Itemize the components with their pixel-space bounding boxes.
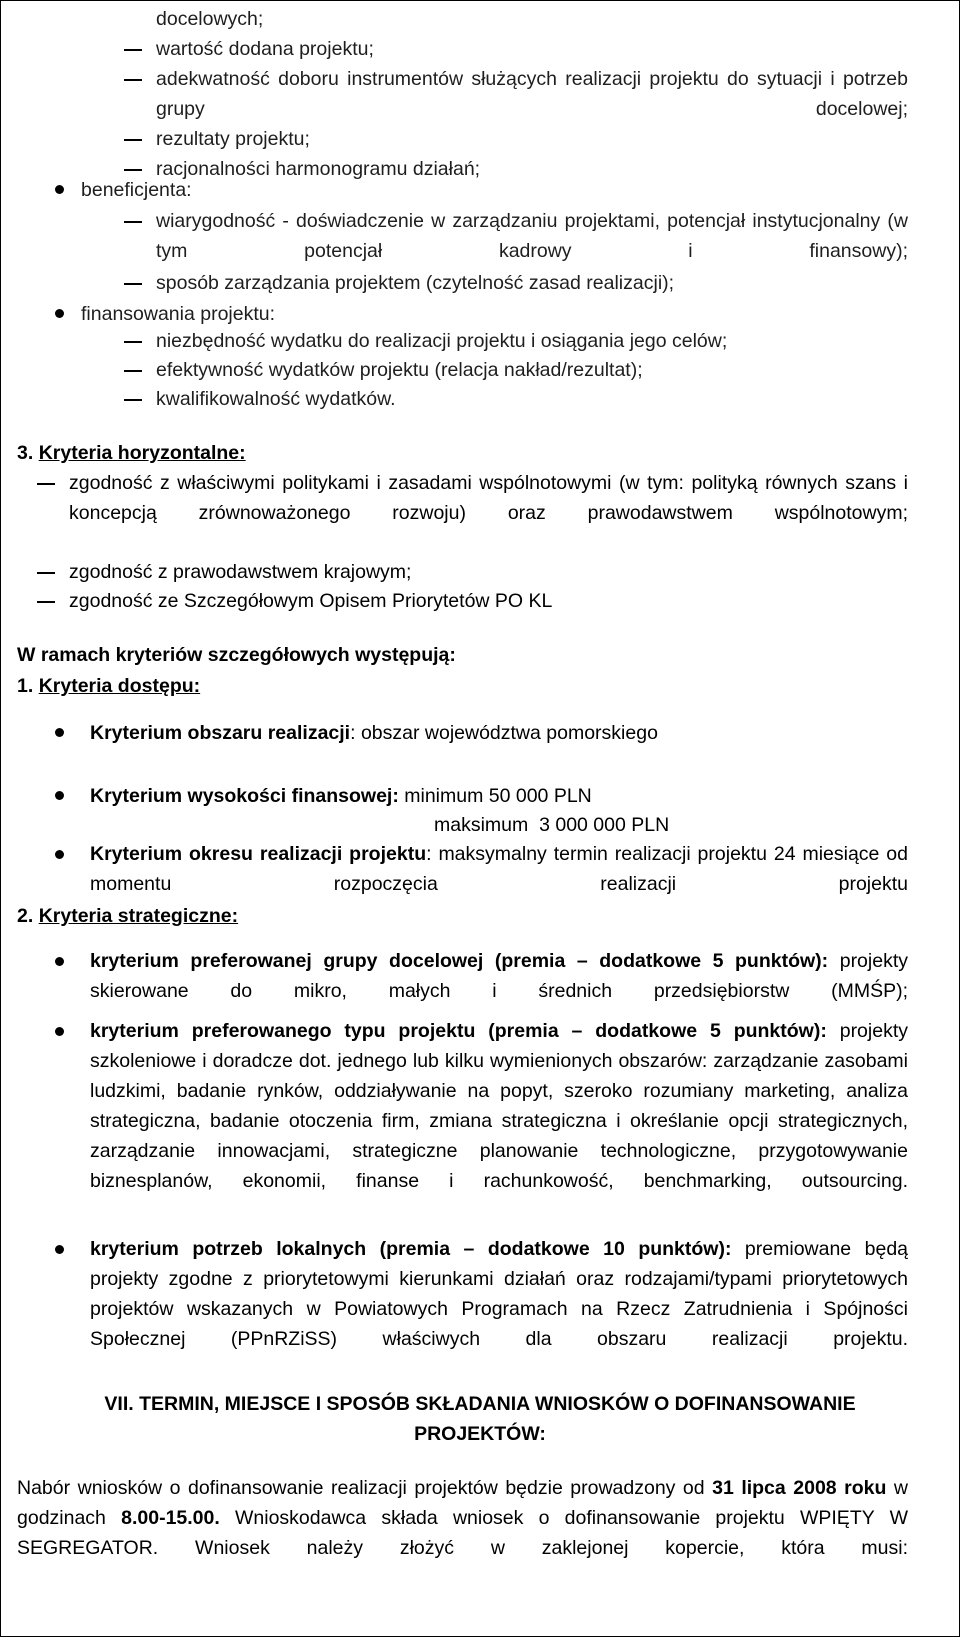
dash-marker bbox=[124, 49, 142, 51]
section-number: 1. bbox=[17, 675, 34, 697]
dash-marker bbox=[124, 139, 142, 141]
section-heading bbox=[17, 901, 238, 931]
dash-marker bbox=[37, 601, 55, 603]
dash-marker bbox=[124, 169, 142, 171]
dash-marker bbox=[124, 399, 142, 401]
bullet-icon bbox=[55, 1245, 64, 1254]
paragraph-text: Wnioskodawca składa wniosek o dofinansowanie projektu WPIĘTY W SEGREGATOR. Wniosek należy złożyć w zaklejonej kopercie, która musi: bbox=[17, 1507, 908, 1559]
strategic-criterion bbox=[90, 946, 908, 1006]
list-item: efektywność wydatków projektu (relacja nakład/rezultat); bbox=[156, 359, 643, 381]
criterion-text: projekty skierowane do mikro, małych i średnich przedsiębiorstw (MMŚP); bbox=[90, 950, 908, 1002]
criterion-label: Kryterium wysokości finansowej: bbox=[90, 785, 399, 807]
dash-marker bbox=[37, 572, 55, 574]
bullet-icon bbox=[55, 1027, 64, 1036]
list-item: zgodność ze Szczegółowym Opisem Priorytetów PO KL bbox=[69, 590, 553, 612]
criterion-period bbox=[90, 839, 908, 899]
section-title: VII. TERMIN, MIEJSCE I SPOSÓB SKŁADANIA WNIOSKÓW O DOFINANSOWANIE bbox=[104, 1393, 856, 1415]
strategic-criterion bbox=[90, 1234, 908, 1354]
dash-marker bbox=[124, 341, 142, 343]
criterion-label: Kryterium okresu realizacji projektu bbox=[90, 843, 427, 865]
list-item: niezbędność wydatku do realizacji projektu i osiągania jego celów; bbox=[156, 330, 728, 352]
list-item: wartość dodana projektu; bbox=[156, 38, 374, 60]
criterion-text: premiowane będą projekty zgodne z priorytetowymi kierunkami działań oraz rodzajami/typami priorytetowych projektów wskazanych w Powiatowych Programach na Rzecz Zatrudnienia i Spójności Społecznej (PPnRZiSS) właściwych dla obszaru realizacji projektu. bbox=[90, 1238, 909, 1350]
criterion-value-max: maksimum 3 000 000 PLN bbox=[434, 814, 670, 836]
criterion-text: projekty szkoleniowe i doradcze dot. jednego lub kilku wymienionych obszarów: zarządzanie zasobami ludzkimi, badanie rynków, oddziaływanie na popyt, szeroko rozumiany marketing, analiza strategiczna, badanie otoczenia firm, zmiana strategiczna i określanie opcji strategicznych, zarządzanie innowacjami, strategiczne planowanie technologiczne, przygotowywanie biznesplanów, ekonomii, finanse i rachunkowość, benchmarking, outsourcing. bbox=[90, 1020, 908, 1192]
paragraph bbox=[17, 1473, 908, 1563]
criterion-value: : maksymalny termin realizacji projektu 24 miesiące od momentu rozpoczęcia realizacji projektu bbox=[90, 843, 908, 895]
dash-marker bbox=[124, 370, 142, 372]
criterion-label: Kryterium obszaru realizacji bbox=[90, 722, 351, 744]
section-heading bbox=[17, 438, 246, 468]
section-title: Kryteria horyzontalne: bbox=[38, 442, 246, 464]
dash-marker bbox=[124, 221, 142, 223]
criterion-label: kryterium potrzeb lokalnych (premia – dodatkowe 10 punktów): bbox=[90, 1238, 732, 1260]
strategic-criterion bbox=[90, 1016, 908, 1196]
criterion-label: kryterium preferowanego typu projektu (premia – dodatkowe 5 punktów): bbox=[90, 1020, 827, 1042]
bullet-icon bbox=[55, 309, 64, 318]
dash-marker bbox=[37, 483, 55, 485]
section-title: Kryteria strategiczne: bbox=[38, 905, 239, 927]
section-number: 2. bbox=[17, 905, 34, 927]
list-heading: beneficjenta: bbox=[81, 179, 192, 201]
paragraph-text: w godzinach bbox=[17, 1477, 908, 1529]
section-title: Kryteria dostępu: bbox=[38, 675, 201, 697]
criterion-area bbox=[90, 718, 658, 748]
start-date: 31 lipca 2008 roku bbox=[712, 1477, 887, 1499]
office-hours: 8.00-15.00. bbox=[121, 1507, 220, 1529]
bullet-icon bbox=[55, 728, 64, 737]
paragraph-text: Nabór wniosków o dofinansowanie realizacji projektów będzie prowadzony od bbox=[17, 1477, 713, 1499]
list-continuation: docelowych; bbox=[156, 8, 264, 30]
section-heading bbox=[17, 671, 200, 701]
bullet-icon bbox=[55, 957, 64, 966]
list-item: sposób zarządzania projektem (czytelność zasad realizacji); bbox=[156, 272, 675, 294]
list-item: adekwatność doboru instrumentów służących realizacji projektu do sytuacji i potrzeb grupy docelowej; bbox=[156, 68, 908, 120]
subsection-heading: W ramach kryteriów szczegółowych występują: bbox=[17, 644, 456, 666]
list-item: zgodność z właściwymi politykami i zasadami wspólnotowymi (w tym: polityką równych szans i koncepcją zrównoważonego rozwoju) oraz prawodawstwem wspólnotowym; bbox=[69, 472, 908, 524]
list-item: zgodność z prawodawstwem krajowym; bbox=[69, 561, 412, 583]
bullet-icon bbox=[55, 850, 64, 859]
dash-marker bbox=[124, 283, 142, 285]
bullet-icon bbox=[55, 791, 64, 800]
criterion-value: minimum 50 000 PLN bbox=[398, 785, 592, 807]
section-title-continued: PROJEKTÓW: bbox=[414, 1423, 546, 1445]
criterion-amount bbox=[90, 781, 592, 811]
criterion-value: : obszar województwa pomorskiego bbox=[350, 722, 658, 744]
criterion-label: kryterium preferowanej grupy docelowej (premia – dodatkowe 5 punktów): bbox=[90, 950, 829, 972]
bullet-icon bbox=[55, 185, 64, 194]
list-heading: finansowania projektu: bbox=[81, 303, 276, 325]
dash-marker bbox=[124, 79, 142, 81]
section-number: 3. bbox=[17, 442, 34, 464]
list-item: rezultaty projektu; bbox=[156, 128, 310, 150]
list-item: wiarygodność - doświadczenie w zarządzaniu projektami, potencjał instytucjonalny (w tym potencjał kadrowy i finansowy); bbox=[156, 210, 908, 262]
list-item: kwalifikowalność wydatków. bbox=[156, 388, 396, 410]
list-item: racjonalności harmonogramu działań; bbox=[156, 158, 481, 180]
